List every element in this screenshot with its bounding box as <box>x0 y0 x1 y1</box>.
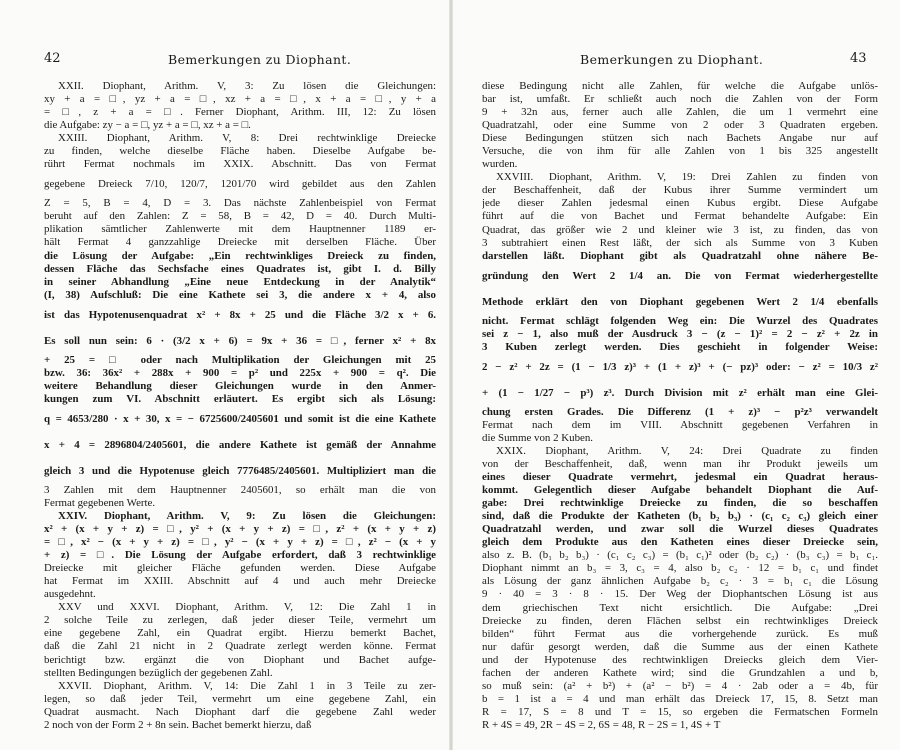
text-line: der Beschaffenheit, daß der Kubus ihrer Summe vermindert um <box>482 184 878 197</box>
text-line: berichtigt bzw. ergänzt die von Diophant und Bachet aufge- <box>44 653 436 666</box>
text-line: Versuche, die von ihm für alle Zahlen von 1 bis 325 angestellt <box>482 145 878 158</box>
text-line: chung ersten Grades. Die Differenz (1 + z)³ − p²z³ verwandelt <box>482 405 878 418</box>
text-line: weitere Behandlung dieser Gleichungen wurde in den Anmer- <box>44 379 436 392</box>
text-line: 2 noch von der Form 2 + 8n sein. Bachet bemerkt hierzu, daß <box>44 718 312 731</box>
text-line: = □, z + a = □. Ferner Diophant, Arithm. III, 12: Zu lösen <box>44 106 436 119</box>
text-line: so muß sein: (a² + b²) + (a² − b²) = 4 · 2ab oder a = 4b, für <box>482 679 878 692</box>
text-line: Dreiecke mit gleicher Fläche gefunden werden. Diese Aufgabe <box>44 562 436 575</box>
text-line: = □, x² − (x + y + z) = □, y² − (x + y + z) = □, z² − (x + y <box>44 536 436 549</box>
text-line: die Lösung der Aufgabe: „Ein rechtwinkliges Dreieck zu finden, <box>44 249 436 262</box>
right-page <box>452 0 900 750</box>
text-line: Quadrat, das größer wie 2 und kleiner wie 3 ist, zu finden, das von <box>482 223 878 236</box>
text-line: daß die Zahl 21 nicht in 2 Quadrate zerlegt werden könne. Fermat <box>44 640 436 653</box>
text-line: eine gegebene Zahl, ein Quadrat ergibt. Hierzu bemerkt Bachet, <box>44 627 436 640</box>
text-line: dem griechischen Text nicht ersichtlich. Die Aufgabe: „Drei <box>482 601 878 614</box>
text-line: Fermat nach dem im VIII. Abschnitt gegebenen Verfahren in <box>482 418 878 431</box>
text-line: sind, daß die Produkte der Katheten (b₁ b₂ b₃) · (c₁ c₂ c₃) gleich einer <box>482 510 878 523</box>
text-line: in seiner Abhandlung „Eine neue Entdeckung in der Analytik“ <box>44 275 436 288</box>
page-number: 42 <box>44 51 61 66</box>
text-line: gründung den Wert 2 1/4 an. Die von Fermat wiederhergestellte <box>482 269 878 282</box>
text-line: beruht auf den Zahlen: Z = 58, B = 42, D = 40. Durch Multi- <box>44 210 436 223</box>
page-number: 43 <box>850 51 867 66</box>
text-line: + z) = □. Die Lösung der Aufgabe erfordert, daß 3 rechtwinklige <box>44 549 436 562</box>
text-line: die Summe von 2 Kuben. <box>482 431 594 444</box>
text-line: 3 Zahlen mit dem Hauptnenner 2405601, so erhält man die von <box>44 483 436 496</box>
text-line: diese Bedingung nicht alle Zahlen, für welche die Aufgabe unlös- <box>482 80 878 92</box>
text-line: 9 · 40 = 3 · 8 · 15. Der Weg der Diophantschen Lösung ist aus <box>482 588 878 601</box>
text-line: kommt. Gelegentlich dieser Aufgabe behandelt Diophant die Auf- <box>482 484 878 497</box>
text-line: R = 17, S = 8 und T = 15, so ergeben die Fermatschen Formeln <box>482 705 878 718</box>
text-line: 3 Kuben zerlegt werden. Dies geschieht in folgender Weise: <box>482 340 878 353</box>
text-line: XXVII. Diophant, Arithm. V, 14: Die Zahl 1 in 3 Teile zu zer- <box>58 679 436 692</box>
text-line: 2 solche Teile zu zerlegen, daß jeder dieser Teile, vermehrt um <box>44 614 436 627</box>
text-line: gabe: Drei rechtwinklige Dreiecke zu finden, die so beschaffen <box>482 497 878 510</box>
running-head: Bemerkungen zu Diophant. <box>168 52 352 67</box>
text-line: nur dafür gesorgt werden, daß die Summe aus der einen Kathete <box>482 640 878 653</box>
text-line: als Lösung der ganz ähnlichen Aufgabe b₂ c₂ · 3 = b₁ c₁ die Lösung <box>482 575 878 588</box>
text-line: gleich 3 und die Hypotenuse gleich 7776485/2405601. Multipliziert man die <box>44 464 436 477</box>
text-line: die Aufgabe: zy − a = □, yz + a = □, xz + a = □. <box>44 119 251 132</box>
text-line: R + 4S = 49, 2R − 4S = 2, 6S = 48, R − 2S = 1, 4S + T <box>482 718 721 731</box>
text-line: + (1 − 1/27 − p³) z³. Durch Division mit z² erhält man eine Glei- <box>482 386 878 399</box>
text-line: q = 4653/280 · x + 30, x = − 6725600/2405601 und somit ist die eine Kathete <box>44 412 436 425</box>
text-line: kungen zum VI. Abschnitt erläutert. Es ergibt sich als Lösung: <box>44 392 436 405</box>
text-line: Diese Bedingungen stützen sich nach Bachets Angabe nur auf <box>482 132 878 145</box>
text-line: + 25 = □ oder nach Multiplikation der Gleichungen mit 25 <box>44 353 436 366</box>
text-line: jede dieser Zahlen jedesmal einen Kubus ergibt. Diese Aufgabe <box>482 197 878 210</box>
text-line: x² + (x + y + z) = □, y² + (x + y + z) = □, z² + (x + y + z) <box>44 523 436 536</box>
text-line: legen, so daß jeder Teil, vermehrt um eine gegebene Zahl, ein <box>44 692 436 705</box>
text-line: fachen der anderen Kathete wird; sind die Grundzahlen a und b, <box>482 666 878 679</box>
text-line: sei z − 1, also muß der Ausdruck 3 − (z − 1)² = 2 − z² + 2z in <box>482 327 878 340</box>
text-line: Z = 5, B = 4, D = 3. Das nächste Zahlenbeispiel von Fermat <box>44 197 436 210</box>
text-line: ist das Hypotenusenquadrat x² + 8x + 25 und die Fläche 3/2 x + 6. <box>44 308 436 321</box>
text-line: (I, 38) Aufschluß: Die eine Kathete sei 3, die andere x + 4, also <box>44 288 436 301</box>
text-line: XXIV. Diophant, Arithm. V, 9: Zu lösen die Gleichungen: <box>58 509 436 522</box>
text-line: XXV und XXVI. Diophant, Arithm. V, 12: Die Zahl 1 in <box>58 601 436 614</box>
text-line: plikation sämtlicher Zahlenwerte mit dem Hauptnenner 1189 er- <box>44 223 436 236</box>
text-line: Fermat gegebenen Werte. <box>44 496 156 509</box>
text-line: x + 4 = 2896804/2405601, die andere Kathete ist gemäß der Annahme <box>44 438 436 451</box>
text-column <box>482 80 878 732</box>
text-line: 9 + 32n aus, ferner auch alle Zahlen, die um 1 vermehrt eine <box>482 106 878 119</box>
text-line: dessen Fläche das Sechsfache eines Quadrates ist, gibt I. d. Billy <box>44 262 436 275</box>
text-line: rührt Fermat nochmals im XXIX. Abschnitt. Das von Fermat <box>44 158 436 171</box>
text-column <box>44 80 436 732</box>
text-line: XXIII. Diophant, Arithm. V, 8: Drei rechtwinklige Dreiecke <box>58 132 436 145</box>
text-line: wurden. <box>482 158 518 171</box>
text-line: führt auf die von Bachet und Fermat behandelte Aufgabe: Ein <box>482 210 878 223</box>
text-line: Dreiecke zu finden, deren Flächen selbst ein rechtwinkliges Dreieck <box>482 614 878 627</box>
text-line: ausgedehnt. <box>44 588 96 601</box>
text-line: xy + a = □, yz + a = □, xz + a = □, x + a = □, y + a <box>44 93 436 106</box>
text-line: also z. B. (b₁ b₂ b₃) · (c₁ c₂ c₃) = (b₁ c₁)² oder (b₂ c₂) · (b₃ c₃) = b₁ c₁. <box>482 549 878 562</box>
text-line: darstellen läßt. Diophant gibt als Quadratzahl ohne nähere Be- <box>482 249 878 262</box>
text-line: stellten Bedingungen bezüglich der gegebenen Zahl. <box>44 666 273 679</box>
text-line: hat Fermat im XXIII. Abschnitt auf 4 und auch mehr Dreiecke <box>44 575 436 588</box>
text-line: gegebene Dreieck 7/10, 120/7, 1201/70 wird gebildet aus den Zahlen <box>44 178 436 191</box>
text-line: gleich dem Produkte aus den Katheten eines dieser Dreiecke sein, <box>482 536 878 549</box>
text-line: Quadratzahl werden, und zwar soll die Wurzel dieses Quadrates <box>482 523 878 536</box>
text-line: von der Beschaffenheit, daß, wenn man ihr Produkt jeweils um <box>482 457 878 470</box>
text-line: bzw. 36: 36x² + 288x + 900 = p² und 225x + 900 = q². Die <box>44 366 436 379</box>
running-head: Bemerkungen zu Diophant. <box>580 52 764 67</box>
text-line: nicht. Fermat schlägt folgenden Weg ein: Die Wurzel des Quadrates <box>482 314 878 327</box>
text-line: Quadrat ausmacht. Nach Diophant darf die gegebene Zahl weder <box>44 705 436 718</box>
text-line: 2 − z² + 2z = (1 − 1/3 z)³ + (1 + z)³ + (− pz)³ oder: − z² = 10/3 z² <box>482 360 878 373</box>
text-line: XXVIII. Diophant, Arithm. V, 19: Drei Zahlen zu finden von <box>496 171 878 184</box>
text-line: b = 1 ist a = 4 und man erhält das Dreieck 17, 15, 8. Setzt man <box>482 692 878 705</box>
text-line: Diophant nimmt an b₃ = 3, c₃ = 4, also b₂ c₂ · 12 = b₁ c₁ und findet <box>482 562 878 575</box>
text-line: eines dieser Quadrate vermehrt, jedesmal ein Quadrat heraus- <box>482 471 878 484</box>
text-line: Methode erklärt den von Diophant gegebenen Wert 2 1/4 ebenfalls <box>482 295 878 308</box>
text-line: XXII. Diophant, Arithm. V, 3: Zu lösen die Gleichungen: <box>58 80 436 92</box>
text-line: Quadratzahl, oder eine Summe von 2 oder 3 Quadraten ergeben. <box>482 119 878 132</box>
text-line: hält Fermat 4 ganzzahlige Dreiecke mit derselben Fläche. Über <box>44 236 436 249</box>
text-line: Es soll nun sein: 6 · (3/2 x + 6) = 9x + 36 = □, ferner x² + 8x <box>44 334 436 347</box>
text-line: und der Hypotenuse des rechtwinkligen Dreiecks gleich dem Vier- <box>482 653 878 666</box>
text-line: zu finden, welche dieselbe Fläche haben. Dieselbe Aufgabe be- <box>44 145 436 158</box>
text-line: 3 subtrahiert einen Rest läßt, der sich als Summe von 3 Kuben <box>482 236 878 249</box>
text-line: bar ist, umfaßt. Er schließt auch noch die Zahlen von der Form <box>482 93 878 106</box>
text-line: XXIX. Diophant, Arithm. V, 24: Drei Quadrate zu finden <box>496 444 878 457</box>
text-line: bilden“ führt Fermat aus die vorhergehende zurück. Es muß <box>482 627 878 640</box>
